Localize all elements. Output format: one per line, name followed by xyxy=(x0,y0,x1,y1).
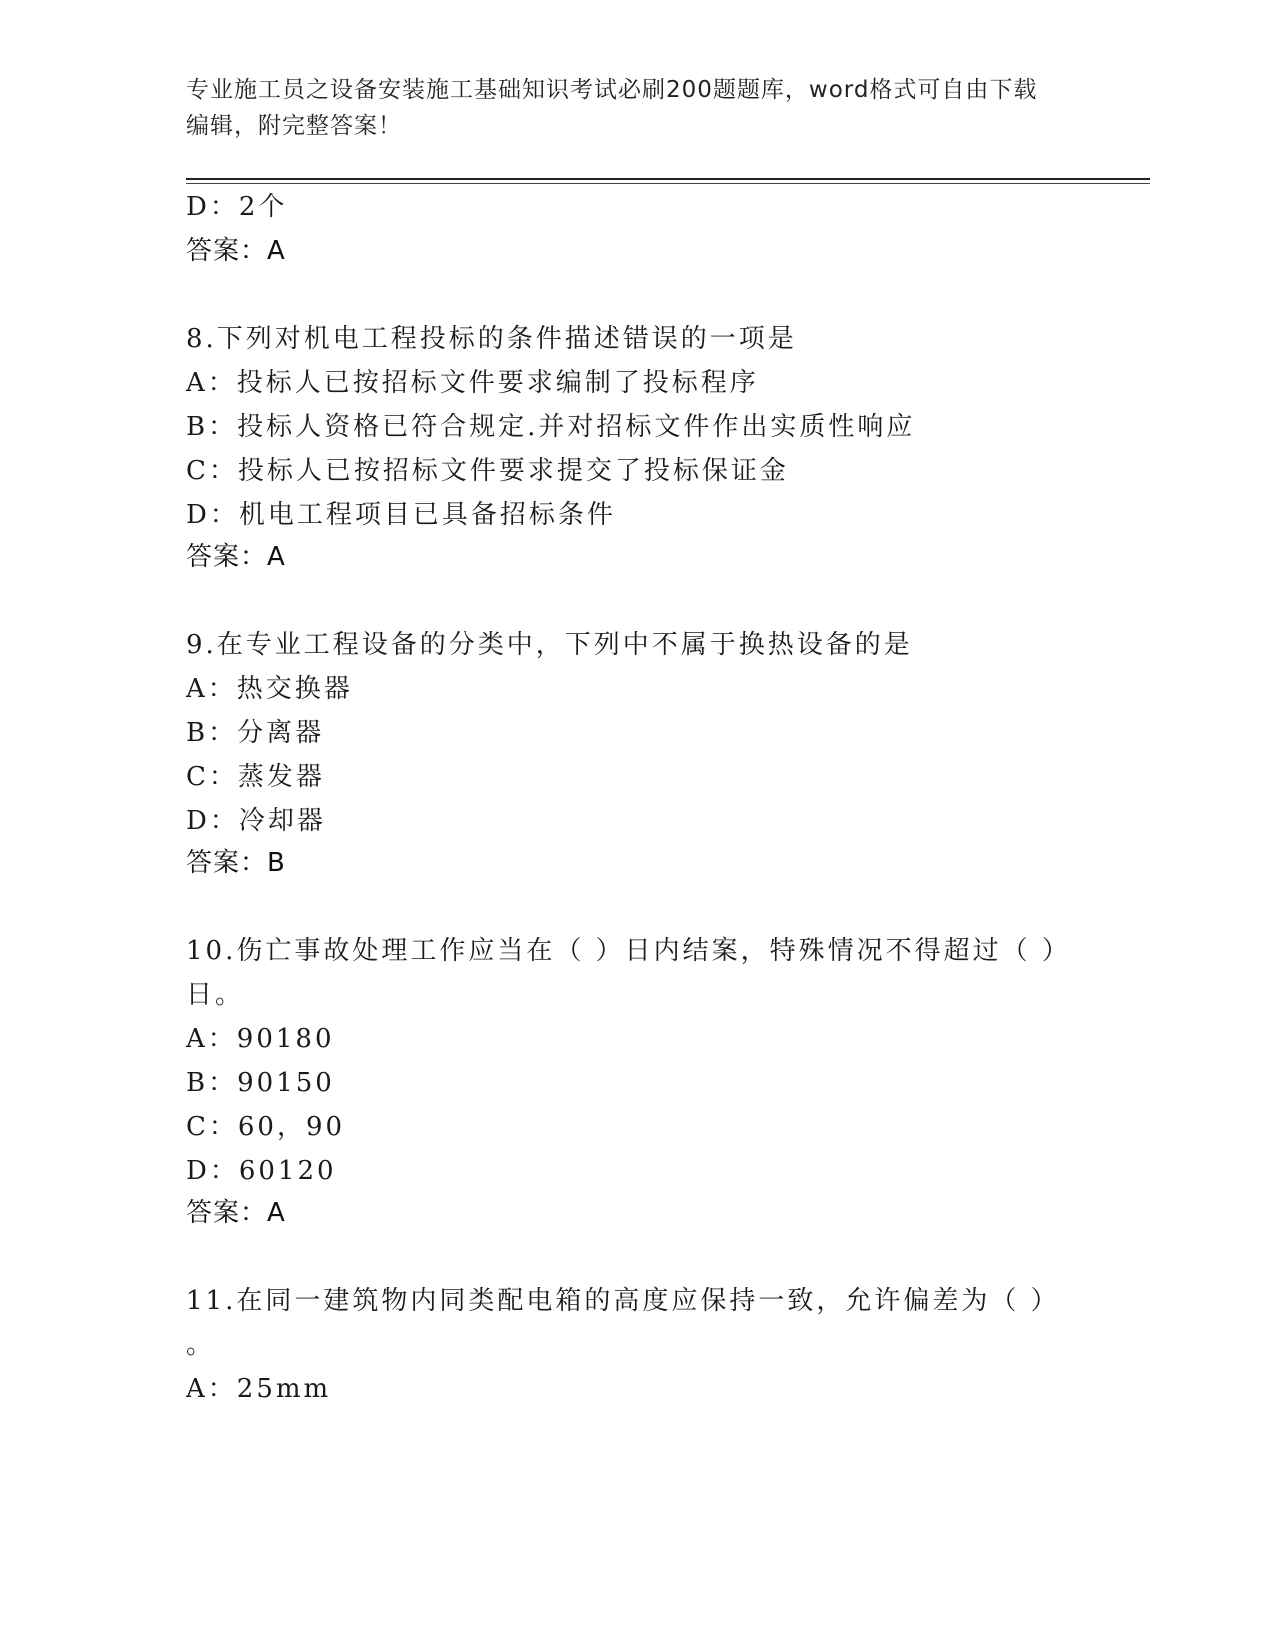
q10-stem-line-2: 日。 xyxy=(186,980,245,1010)
q9-option-d: D：冷却器 xyxy=(186,806,326,836)
prev-option-d: D：2个 xyxy=(186,192,288,222)
q10-answer: 答案：A xyxy=(186,1198,286,1228)
prev-answer: 答案：A xyxy=(186,236,286,266)
q10-option-b: B：90150 xyxy=(186,1068,335,1098)
header-title-line-1: 专业施工员之设备安装施工基础知识考试必刷200题题库，word格式可自由下载 xyxy=(186,77,1038,103)
q9-option-c: C：蒸发器 xyxy=(186,762,325,792)
q11-stem-line-2: 。 xyxy=(186,1330,216,1360)
header-divider-thin xyxy=(186,183,1150,184)
q9-option-b: B：分离器 xyxy=(186,718,325,748)
q10-stem-line-1: 10.伤亡事故处理工作应当在（ ）日内结案，特殊情况不得超过（ ） xyxy=(186,936,1071,966)
q9-option-a: A：热交换器 xyxy=(186,674,353,704)
q10-option-c: C：60，90 xyxy=(186,1112,346,1142)
q10-option-a: A：90180 xyxy=(186,1024,335,1054)
q11-stem-line-1: 11.在同一建筑物内同类配电箱的高度应保持一致，允许偏差为（ ） xyxy=(186,1286,1060,1316)
q8-option-c: C：投标人已按招标文件要求提交了投标保证金 xyxy=(186,456,789,486)
header-title-line-2: 编辑，附完整答案！ xyxy=(186,113,402,139)
q10-option-d: D：60120 xyxy=(186,1156,337,1186)
q8-option-a: A：投标人已按招标文件要求编制了投标程序 xyxy=(186,368,759,398)
q8-stem: 8.下列对机电工程投标的条件描述错误的一项是 xyxy=(186,324,797,354)
q9-answer: 答案：B xyxy=(186,848,286,878)
header-divider-thick xyxy=(186,178,1150,180)
q8-option-d: D：机电工程项目已具备招标条件 xyxy=(186,500,616,530)
q8-answer: 答案：A xyxy=(186,542,286,572)
q11-option-a: A：25mm xyxy=(186,1374,332,1404)
q8-option-b: B：投标人资格已符合规定.并对招标文件作出实质性响应 xyxy=(186,412,916,442)
document-header xyxy=(186,72,1066,144)
q9-stem: 9.在专业工程设备的分类中，下列中不属于换热设备的是 xyxy=(186,630,913,660)
